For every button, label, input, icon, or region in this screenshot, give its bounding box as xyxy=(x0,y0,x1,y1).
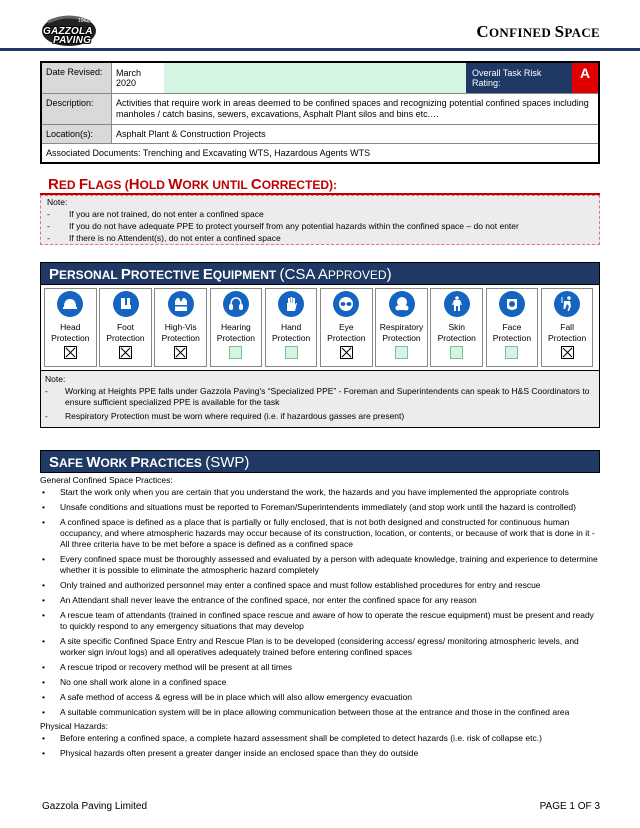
associated-documents: Associated Documents: Trenching and Excavating WTS, Hazardous Agents WTS xyxy=(46,148,371,158)
ppe-checkbox[interactable] xyxy=(174,346,187,359)
ppe-checkbox[interactable] xyxy=(64,346,77,359)
list-item: • Before entering a confined space, a complete hazard assessment shall be completed to detect hazards (i.e. risk of collapse etc.) xyxy=(42,733,542,743)
vest-icon xyxy=(168,291,194,317)
ppe-foot: Foot Protection xyxy=(99,288,152,367)
coverall-icon xyxy=(444,291,470,317)
list-item: • A site specific Confined Space Entry and Rescue Plan is to be developed (considering access/ egress/ monitoring atmospheric levels, and worker sign in/out logs) and all operatives adequately trained before entering confined spaces xyxy=(42,636,579,657)
risk-rating-value: A xyxy=(572,63,598,93)
list-item: • Start the work only when you are certain that you understand the work, the hazards and you have implemented the appropriate controls xyxy=(42,487,569,497)
ppe-hearing: Hearing Protection xyxy=(210,288,263,367)
ppe-grid xyxy=(40,285,600,371)
list-item: - Working at Heights PPE falls under Gazzola Paving's “Specialized PPE” - Foreman and Superintendents can speak to H&S Coordinators to ensure sufficient specialized PPE is available for the task xyxy=(45,386,590,407)
respirator-icon xyxy=(389,291,415,317)
ppe-checkbox[interactable] xyxy=(561,346,574,359)
red-flags-box xyxy=(40,195,600,245)
earmuff-icon xyxy=(223,291,249,317)
list-item: • An Attendant shall never leave the entrance of the confined space, nor enter the confined space for any reason xyxy=(42,595,477,605)
list-item: • A suitable communication system will be in place allowing communication between those at the entrance and those in the confined area xyxy=(42,707,570,717)
ppe-hand: Hand Protection xyxy=(265,288,318,367)
list-item: • Physical hazards often present a greater danger inside an enclosed space than they do outside xyxy=(42,748,419,758)
page-title: CONFINED SPACE xyxy=(476,22,600,41)
list-item: - Respiratory Protection must be worn where required (i.e. if hazardous gasses are present) xyxy=(45,411,405,421)
description-label: Description: xyxy=(42,94,112,124)
task-info-table xyxy=(40,61,600,164)
ppe-fall: Fall Protection xyxy=(541,288,594,367)
swp-content xyxy=(40,473,600,763)
date-value: March 2020 xyxy=(116,68,142,88)
location-value: Asphalt Plant & Construction Projects xyxy=(116,129,266,139)
helmet-icon xyxy=(57,291,83,317)
harness-icon xyxy=(554,291,580,317)
ppe-notes xyxy=(40,371,600,428)
ppe-section-header: PERSONAL PROTECTIVE EQUIPMENT (CSA APPROVED) xyxy=(40,262,600,285)
faceshield-icon xyxy=(499,291,525,317)
red-flags-note-label: Note: xyxy=(47,197,68,207)
list-item: • Unsafe conditions and situations must be reported to Foreman/Superintendents immediately (and stop work until the hazard is controlled) xyxy=(42,502,576,512)
logo-line1: GAZZOLA xyxy=(43,26,93,37)
date-label: Date Revised: xyxy=(42,63,112,93)
ppe-head: Head Protection xyxy=(44,288,97,367)
ppe-checkbox[interactable] xyxy=(285,346,298,359)
swp-section-header: SAFE WORK PRACTICES (SWP) xyxy=(40,450,600,473)
general-practices-heading: General Confined Space Practices: xyxy=(40,475,173,485)
date-row xyxy=(42,63,598,94)
logo-year: 1962 xyxy=(78,18,90,24)
description-value: Activities that require work in areas deemed to be confined spaces and recognizing potential confined spaces including manholes / catch basins, sewers, excavations, Asphalt Plant silos and bins etc.… xyxy=(116,98,589,119)
footer-page-number: PAGE 1 OF 3 xyxy=(539,801,600,812)
page-header xyxy=(40,14,600,52)
physical-hazards-heading: Physical Hazards: xyxy=(40,721,109,731)
goggles-icon xyxy=(333,291,359,317)
associated-row xyxy=(42,144,598,162)
ppe-checkbox[interactable] xyxy=(395,346,408,359)
ppe-skin: Skin Protection xyxy=(430,288,483,367)
list-item: • A confined space is defined as a place that is partially or fully enclosed, that is not both designed and constructed for continuous human occupancy, and where atmospheric hazards may occur because of its construction, location, or contents, or because of work that is done in it - All three criteria have to be met before a space is defined as a confined space xyxy=(42,517,595,549)
list-item: • No one shall work alone in a confined space xyxy=(42,677,227,687)
footer-company: Gazzola Paving Limited xyxy=(42,801,148,812)
boot-icon xyxy=(113,291,139,317)
list-item: • A rescue tripod or recovery method will be present at all times xyxy=(42,662,292,672)
date-field-fill xyxy=(164,63,466,93)
ppe-note-label: Note: xyxy=(45,374,66,384)
ppe-eye: Eye Protection xyxy=(320,288,373,367)
glove-icon xyxy=(278,291,304,317)
ppe-checkbox[interactable] xyxy=(119,346,132,359)
list-item: • A rescue team of attendants (trained in confined space rescue and aware of how to operate the rescue equipment) must be present and ready to quickly respond to any emergency situations that may develop xyxy=(42,610,594,631)
location-label: Location(s): xyxy=(42,125,112,143)
list-item: • Only trained and authorized personnel may enter a confined space and must follow established procedures for entry and rescue xyxy=(42,580,541,590)
list-item: - If you do not have adequate PPE to protect yourself from any potential hazards within the confined space – do not enter xyxy=(47,221,519,231)
ppe-respiratory: Respiratory Protection xyxy=(375,288,428,367)
ppe-high-vis: High-Vis Protection xyxy=(154,288,207,367)
ppe-face: Face Protection xyxy=(486,288,539,367)
list-item: - If you are not trained, do not enter a confined space xyxy=(47,209,264,219)
ppe-checkbox[interactable] xyxy=(505,346,518,359)
list-item: • A safe method of access & egress will be in place which will also allow emergency evacuation xyxy=(42,692,412,702)
risk-rating-label: Overall Task Risk Rating: xyxy=(466,63,572,93)
list-item: • Every confined space must be thoroughly assessed and evaluated by a person with adequate knowledge, training and experience to determine whether it is possible to eliminate the atmospheric hazard completely xyxy=(42,554,598,575)
ppe-checkbox[interactable] xyxy=(340,346,353,359)
red-flags-title: RED FLAGS (HOLD WORK UNTIL CORRECTED): xyxy=(48,176,338,193)
logo-line2: PAVING xyxy=(53,35,92,46)
list-item: - If there is no Attendent(s), do not enter a confined space xyxy=(47,233,281,243)
location-row xyxy=(42,125,598,144)
description-row xyxy=(42,94,598,125)
company-logo xyxy=(40,14,98,48)
general-practices-list xyxy=(40,487,600,718)
ppe-checkbox[interactable] xyxy=(450,346,463,359)
physical-hazards-list xyxy=(40,733,600,759)
ppe-checkbox[interactable] xyxy=(229,346,242,359)
header-divider xyxy=(0,48,640,51)
